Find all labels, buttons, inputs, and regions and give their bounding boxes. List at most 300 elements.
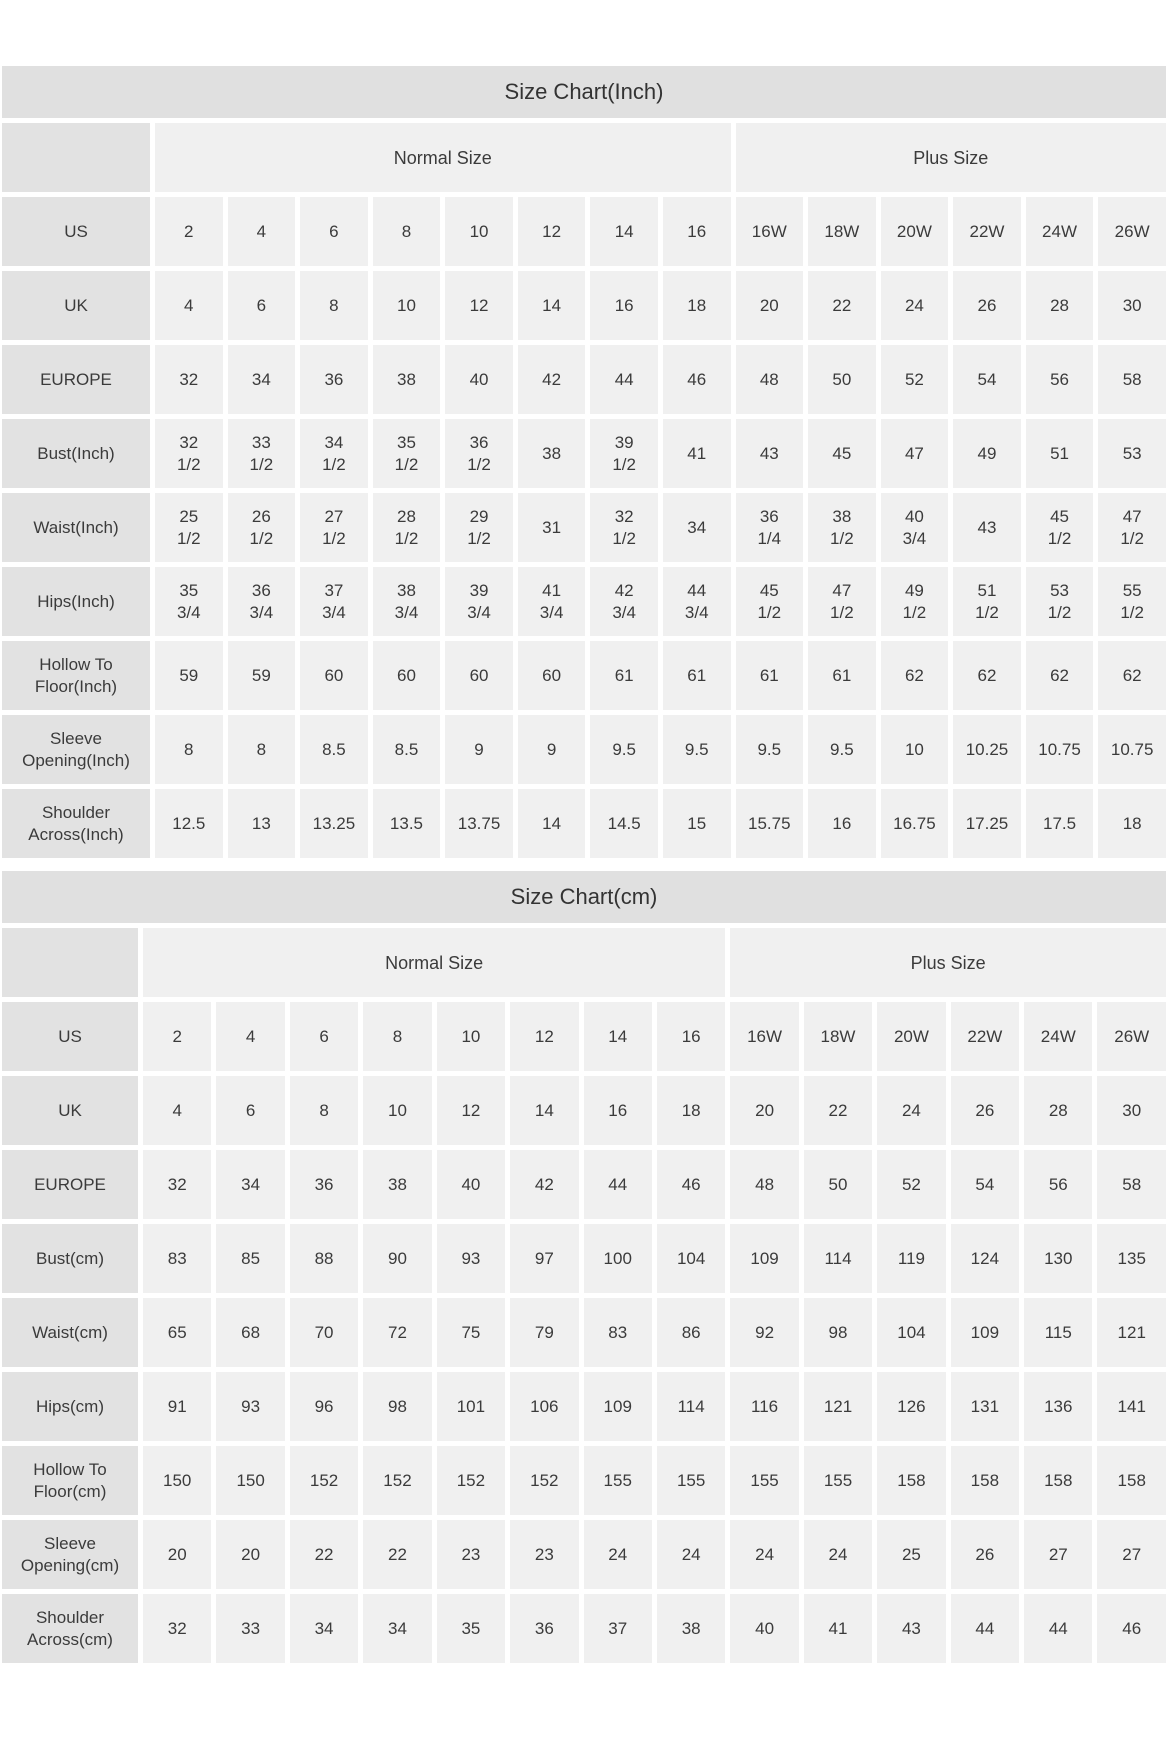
- size-value-cell: 25: [877, 1520, 945, 1589]
- size-value-cell: 47: [881, 419, 949, 488]
- size-value-cell: 36: [300, 345, 368, 414]
- size-value-cell: 152: [363, 1446, 431, 1515]
- size-value-cell: 10.25: [953, 715, 1021, 784]
- size-value-cell: 26: [951, 1520, 1019, 1589]
- size-value-cell: 26: [951, 1076, 1019, 1145]
- size-value-cell: 25 1/2: [155, 493, 223, 562]
- size-value-cell: 20: [736, 271, 804, 340]
- size-value-cell: 13.5: [373, 789, 441, 858]
- size-value-cell: 83: [584, 1298, 652, 1367]
- table-row: [2, 197, 1166, 266]
- size-value-cell: 16.75: [881, 789, 949, 858]
- size-value-cell: 109: [730, 1224, 798, 1293]
- size-value-cell: 38: [373, 345, 441, 414]
- size-value-cell: 49: [953, 419, 1021, 488]
- size-value-cell: 8: [373, 197, 441, 266]
- size-value-cell: 20W: [881, 197, 949, 266]
- size-value-cell: 114: [657, 1372, 725, 1441]
- size-value-cell: 65: [143, 1298, 211, 1367]
- size-value-cell: 10: [437, 1002, 505, 1071]
- size-value-cell: 30: [1098, 271, 1166, 340]
- size-value-cell: 121: [804, 1372, 872, 1441]
- size-value-cell: 29 1/2: [445, 493, 513, 562]
- size-value-cell: 8: [155, 715, 223, 784]
- group-header-normal-size: Normal Size: [155, 123, 731, 192]
- size-value-cell: 24: [584, 1520, 652, 1589]
- size-value-cell: 53 1/2: [1026, 567, 1094, 636]
- size-value-cell: 9.5: [663, 715, 731, 784]
- size-value-cell: 79: [510, 1298, 578, 1367]
- row-label: EUROPE: [2, 1150, 138, 1219]
- size-value-cell: 41: [663, 419, 731, 488]
- size-chart-cm-title: Size Chart(cm): [2, 871, 1166, 923]
- size-value-cell: 37: [584, 1594, 652, 1663]
- table-row: [2, 1520, 1166, 1589]
- size-value-cell: 115: [1024, 1298, 1092, 1367]
- size-value-cell: 10: [363, 1076, 431, 1145]
- size-value-cell: 6: [300, 197, 368, 266]
- size-value-cell: 104: [877, 1298, 945, 1367]
- size-value-cell: 2: [143, 1002, 211, 1071]
- row-label: Hollow To Floor(Inch): [2, 641, 150, 710]
- size-value-cell: 4: [216, 1002, 284, 1071]
- size-value-cell: 41 3/4: [518, 567, 586, 636]
- size-value-cell: 54: [953, 345, 1021, 414]
- size-value-cell: 47 1/2: [1098, 493, 1166, 562]
- size-value-cell: 155: [657, 1446, 725, 1515]
- size-value-cell: 46: [657, 1150, 725, 1219]
- group-header-row: [2, 123, 1166, 192]
- size-value-cell: 40: [437, 1150, 505, 1219]
- size-value-cell: 26: [953, 271, 1021, 340]
- size-value-cell: 126: [877, 1372, 945, 1441]
- table-row: [2, 1002, 1166, 1071]
- size-value-cell: 34: [663, 493, 731, 562]
- size-value-cell: 92: [730, 1298, 798, 1367]
- size-value-cell: 35 1/2: [373, 419, 441, 488]
- size-value-cell: 24: [730, 1520, 798, 1589]
- size-value-cell: 18: [663, 271, 731, 340]
- size-table-cm: [0, 923, 1168, 1668]
- size-value-cell: 136: [1024, 1372, 1092, 1441]
- table-row: [2, 715, 1166, 784]
- size-value-cell: 36 1/4: [736, 493, 804, 562]
- size-value-cell: 43: [953, 493, 1021, 562]
- size-value-cell: 38: [657, 1594, 725, 1663]
- size-value-cell: 38: [518, 419, 586, 488]
- size-value-cell: 49 1/2: [881, 567, 949, 636]
- size-value-cell: 14: [518, 271, 586, 340]
- size-value-cell: 58: [1098, 345, 1166, 414]
- size-value-cell: 14.5: [590, 789, 658, 858]
- size-value-cell: 12: [445, 271, 513, 340]
- size-value-cell: 39 1/2: [590, 419, 658, 488]
- size-value-cell: 130: [1024, 1224, 1092, 1293]
- size-value-cell: 54: [951, 1150, 1019, 1219]
- size-value-cell: 38 3/4: [373, 567, 441, 636]
- size-value-cell: 34: [290, 1594, 358, 1663]
- size-value-cell: 36: [510, 1594, 578, 1663]
- size-value-cell: 22W: [951, 1002, 1019, 1071]
- size-value-cell: 16: [663, 197, 731, 266]
- row-label: Hips(cm): [2, 1372, 138, 1441]
- size-value-cell: 36 1/2: [445, 419, 513, 488]
- size-value-cell: 14: [590, 197, 658, 266]
- table-row: [2, 1076, 1166, 1145]
- size-value-cell: 62: [953, 641, 1021, 710]
- size-value-cell: 56: [1026, 345, 1094, 414]
- size-value-cell: 44: [590, 345, 658, 414]
- size-value-cell: 16: [584, 1076, 652, 1145]
- size-value-cell: 59: [228, 641, 296, 710]
- size-value-cell: 20: [143, 1520, 211, 1589]
- size-value-cell: 56: [1024, 1150, 1092, 1219]
- size-value-cell: 30: [1097, 1076, 1166, 1145]
- size-value-cell: 43: [736, 419, 804, 488]
- size-value-cell: 10: [881, 715, 949, 784]
- row-label: Waist(Inch): [2, 493, 150, 562]
- size-value-cell: 34: [216, 1150, 284, 1219]
- size-value-cell: 58: [1097, 1150, 1166, 1219]
- table-row: [2, 493, 1166, 562]
- size-value-cell: 50: [804, 1150, 872, 1219]
- size-value-cell: 158: [1097, 1446, 1166, 1515]
- size-value-cell: 15: [663, 789, 731, 858]
- size-value-cell: 40: [445, 345, 513, 414]
- size-value-cell: 22: [808, 271, 876, 340]
- size-value-cell: 150: [143, 1446, 211, 1515]
- size-value-cell: 135: [1097, 1224, 1166, 1293]
- row-label: Hips(Inch): [2, 567, 150, 636]
- size-value-cell: 9: [518, 715, 586, 784]
- size-chart-inch-title: Size Chart(Inch): [2, 66, 1166, 118]
- size-value-cell: 32: [143, 1594, 211, 1663]
- size-value-cell: 13: [228, 789, 296, 858]
- size-value-cell: 24: [881, 271, 949, 340]
- size-value-cell: 40 3/4: [881, 493, 949, 562]
- size-value-cell: 44 3/4: [663, 567, 731, 636]
- size-value-cell: 61: [808, 641, 876, 710]
- row-label: Hollow To Floor(cm): [2, 1446, 138, 1515]
- size-value-cell: 38: [363, 1150, 431, 1219]
- size-value-cell: 10.75: [1098, 715, 1166, 784]
- group-header-normal-size: Normal Size: [143, 928, 725, 997]
- size-value-cell: 8: [228, 715, 296, 784]
- size-value-cell: 12: [510, 1002, 578, 1071]
- size-value-cell: 53: [1098, 419, 1166, 488]
- size-value-cell: 124: [951, 1224, 1019, 1293]
- corner-cell: [2, 123, 150, 192]
- size-value-cell: 60: [300, 641, 368, 710]
- size-value-cell: 8.5: [300, 715, 368, 784]
- size-value-cell: 60: [445, 641, 513, 710]
- size-value-cell: 42: [518, 345, 586, 414]
- table-row: [2, 1372, 1166, 1441]
- size-value-cell: 17.5: [1026, 789, 1094, 858]
- row-label: Bust(cm): [2, 1224, 138, 1293]
- size-value-cell: 51 1/2: [953, 567, 1021, 636]
- size-value-cell: 93: [216, 1372, 284, 1441]
- table-row: [2, 1594, 1166, 1663]
- size-value-cell: 83: [143, 1224, 211, 1293]
- row-label: UK: [2, 271, 150, 340]
- size-value-cell: 16: [590, 271, 658, 340]
- table-row: [2, 1298, 1166, 1367]
- size-value-cell: 155: [804, 1446, 872, 1515]
- size-value-cell: 44: [1024, 1594, 1092, 1663]
- size-value-cell: 114: [804, 1224, 872, 1293]
- size-value-cell: 36: [290, 1150, 358, 1219]
- table-row: [2, 641, 1166, 710]
- size-value-cell: 106: [510, 1372, 578, 1441]
- size-value-cell: 90: [363, 1224, 431, 1293]
- size-value-cell: 152: [290, 1446, 358, 1515]
- size-value-cell: 104: [657, 1224, 725, 1293]
- size-value-cell: 12: [437, 1076, 505, 1145]
- size-value-cell: 16W: [730, 1002, 798, 1071]
- size-value-cell: 26W: [1098, 197, 1166, 266]
- size-value-cell: 131: [951, 1372, 1019, 1441]
- size-value-cell: 39 3/4: [445, 567, 513, 636]
- size-value-cell: 152: [437, 1446, 505, 1515]
- size-value-cell: 34 1/2: [300, 419, 368, 488]
- table-row: [2, 789, 1166, 858]
- size-value-cell: 141: [1097, 1372, 1166, 1441]
- table-row: [2, 567, 1166, 636]
- size-value-cell: 18: [1098, 789, 1166, 858]
- size-value-cell: 10.75: [1026, 715, 1094, 784]
- size-value-cell: 32 1/2: [590, 493, 658, 562]
- size-value-cell: 155: [584, 1446, 652, 1515]
- table-row: [2, 271, 1166, 340]
- size-value-cell: 44: [951, 1594, 1019, 1663]
- size-value-cell: 37 3/4: [300, 567, 368, 636]
- size-value-cell: 61: [663, 641, 731, 710]
- size-value-cell: 51: [1026, 419, 1094, 488]
- size-value-cell: 91: [143, 1372, 211, 1441]
- row-label: US: [2, 197, 150, 266]
- size-value-cell: 24: [877, 1076, 945, 1145]
- size-value-cell: 121: [1097, 1298, 1166, 1367]
- size-value-cell: 22: [363, 1520, 431, 1589]
- size-value-cell: 2: [155, 197, 223, 266]
- corner-cell: [2, 928, 138, 997]
- size-value-cell: 32: [143, 1150, 211, 1219]
- size-value-cell: 20: [730, 1076, 798, 1145]
- size-value-cell: 45 1/2: [736, 567, 804, 636]
- size-value-cell: 32: [155, 345, 223, 414]
- size-value-cell: 35 3/4: [155, 567, 223, 636]
- size-value-cell: 18W: [808, 197, 876, 266]
- size-value-cell: 44: [584, 1150, 652, 1219]
- size-value-cell: 75: [437, 1298, 505, 1367]
- row-label: Sleeve Opening(Inch): [2, 715, 150, 784]
- size-value-cell: 31: [518, 493, 586, 562]
- size-value-cell: 14: [584, 1002, 652, 1071]
- group-header-plus-size: Plus Size: [730, 928, 1166, 997]
- size-value-cell: 12.5: [155, 789, 223, 858]
- size-value-cell: 24W: [1024, 1002, 1092, 1071]
- size-value-cell: 20W: [877, 1002, 945, 1071]
- size-value-cell: 12: [518, 197, 586, 266]
- size-value-cell: 60: [373, 641, 441, 710]
- group-header-row: [2, 928, 1166, 997]
- row-label: Bust(Inch): [2, 419, 150, 488]
- size-value-cell: 20: [216, 1520, 284, 1589]
- size-value-cell: 4: [155, 271, 223, 340]
- size-value-cell: 6: [216, 1076, 284, 1145]
- size-value-cell: 101: [437, 1372, 505, 1441]
- size-value-cell: 62: [881, 641, 949, 710]
- size-value-cell: 36 3/4: [228, 567, 296, 636]
- size-value-cell: 97: [510, 1224, 578, 1293]
- size-value-cell: 109: [951, 1298, 1019, 1367]
- size-value-cell: 98: [804, 1298, 872, 1367]
- size-value-cell: 17.25: [953, 789, 1021, 858]
- table-row: [2, 1446, 1166, 1515]
- size-value-cell: 98: [363, 1372, 431, 1441]
- size-value-cell: 33 1/2: [228, 419, 296, 488]
- row-label: Waist(cm): [2, 1298, 138, 1367]
- row-label: US: [2, 1002, 138, 1071]
- size-value-cell: 152: [510, 1446, 578, 1515]
- size-value-cell: 42: [510, 1150, 578, 1219]
- row-label: UK: [2, 1076, 138, 1145]
- size-value-cell: 6: [228, 271, 296, 340]
- size-value-cell: 68: [216, 1298, 284, 1367]
- size-value-cell: 24: [657, 1520, 725, 1589]
- size-value-cell: 9.5: [736, 715, 804, 784]
- size-value-cell: 8: [300, 271, 368, 340]
- size-value-cell: 15.75: [736, 789, 804, 858]
- size-value-cell: 158: [877, 1446, 945, 1515]
- size-value-cell: 18: [657, 1076, 725, 1145]
- size-value-cell: 48: [736, 345, 804, 414]
- size-value-cell: 22W: [953, 197, 1021, 266]
- size-value-cell: 55 1/2: [1098, 567, 1166, 636]
- size-value-cell: 34: [228, 345, 296, 414]
- size-value-cell: 62: [1098, 641, 1166, 710]
- row-label: EUROPE: [2, 345, 150, 414]
- size-value-cell: 14: [510, 1076, 578, 1145]
- size-value-cell: 35: [437, 1594, 505, 1663]
- row-label: Sleeve Opening(cm): [2, 1520, 138, 1589]
- group-header-plus-size: Plus Size: [736, 123, 1167, 192]
- size-value-cell: 40: [730, 1594, 798, 1663]
- size-value-cell: 16: [808, 789, 876, 858]
- size-value-cell: 158: [951, 1446, 1019, 1515]
- table-row: [2, 1150, 1166, 1219]
- size-value-cell: 88: [290, 1224, 358, 1293]
- size-value-cell: 46: [663, 345, 731, 414]
- size-value-cell: 45: [808, 419, 876, 488]
- size-value-cell: 28: [1024, 1076, 1092, 1145]
- size-value-cell: 28 1/2: [373, 493, 441, 562]
- size-value-cell: 14: [518, 789, 586, 858]
- row-label: Shoulder Across(cm): [2, 1594, 138, 1663]
- size-value-cell: 38 1/2: [808, 493, 876, 562]
- size-table-inch: [0, 118, 1168, 863]
- size-value-cell: 96: [290, 1372, 358, 1441]
- size-chart-inch-section: [2, 66, 1166, 863]
- row-label: Shoulder Across(Inch): [2, 789, 150, 858]
- size-value-cell: 26 1/2: [228, 493, 296, 562]
- size-value-cell: 158: [1024, 1446, 1092, 1515]
- size-value-cell: 109: [584, 1372, 652, 1441]
- size-value-cell: 60: [518, 641, 586, 710]
- size-value-cell: 150: [216, 1446, 284, 1515]
- size-value-cell: 86: [657, 1298, 725, 1367]
- size-value-cell: 22: [804, 1076, 872, 1145]
- size-value-cell: 9.5: [590, 715, 658, 784]
- size-value-cell: 46: [1097, 1594, 1166, 1663]
- size-value-cell: 23: [510, 1520, 578, 1589]
- size-value-cell: 18W: [804, 1002, 872, 1071]
- size-value-cell: 45 1/2: [1026, 493, 1094, 562]
- size-value-cell: 50: [808, 345, 876, 414]
- table-row: [2, 345, 1166, 414]
- size-value-cell: 62: [1026, 641, 1094, 710]
- size-value-cell: 93: [437, 1224, 505, 1293]
- size-value-cell: 4: [228, 197, 296, 266]
- size-value-cell: 59: [155, 641, 223, 710]
- size-value-cell: 47 1/2: [808, 567, 876, 636]
- size-value-cell: 10: [445, 197, 513, 266]
- size-value-cell: 116: [730, 1372, 798, 1441]
- size-value-cell: 72: [363, 1298, 431, 1367]
- size-value-cell: 8.5: [373, 715, 441, 784]
- size-value-cell: 33: [216, 1594, 284, 1663]
- size-value-cell: 8: [363, 1002, 431, 1071]
- size-value-cell: 42 3/4: [590, 567, 658, 636]
- size-value-cell: 85: [216, 1224, 284, 1293]
- size-value-cell: 43: [877, 1594, 945, 1663]
- size-value-cell: 9.5: [808, 715, 876, 784]
- size-value-cell: 24: [804, 1520, 872, 1589]
- size-value-cell: 4: [143, 1076, 211, 1145]
- table-row: [2, 419, 1166, 488]
- size-value-cell: 155: [730, 1446, 798, 1515]
- size-value-cell: 61: [736, 641, 804, 710]
- size-value-cell: 28: [1026, 271, 1094, 340]
- size-value-cell: 48: [730, 1150, 798, 1219]
- size-value-cell: 34: [363, 1594, 431, 1663]
- size-value-cell: 27: [1097, 1520, 1166, 1589]
- size-value-cell: 16: [657, 1002, 725, 1071]
- size-value-cell: 52: [881, 345, 949, 414]
- size-chart-cm-section: [2, 871, 1166, 1668]
- size-value-cell: 6: [290, 1002, 358, 1071]
- size-value-cell: 24W: [1026, 197, 1094, 266]
- size-value-cell: 100: [584, 1224, 652, 1293]
- size-value-cell: 27: [1024, 1520, 1092, 1589]
- size-value-cell: 70: [290, 1298, 358, 1367]
- size-value-cell: 32 1/2: [155, 419, 223, 488]
- size-value-cell: 119: [877, 1224, 945, 1293]
- size-value-cell: 61: [590, 641, 658, 710]
- size-value-cell: 22: [290, 1520, 358, 1589]
- size-value-cell: 9: [445, 715, 513, 784]
- size-value-cell: 52: [877, 1150, 945, 1219]
- table-row: [2, 1224, 1166, 1293]
- size-value-cell: 41: [804, 1594, 872, 1663]
- size-value-cell: 23: [437, 1520, 505, 1589]
- size-value-cell: 10: [373, 271, 441, 340]
- size-value-cell: 13.75: [445, 789, 513, 858]
- size-value-cell: 26W: [1097, 1002, 1166, 1071]
- size-value-cell: 27 1/2: [300, 493, 368, 562]
- size-value-cell: 8: [290, 1076, 358, 1145]
